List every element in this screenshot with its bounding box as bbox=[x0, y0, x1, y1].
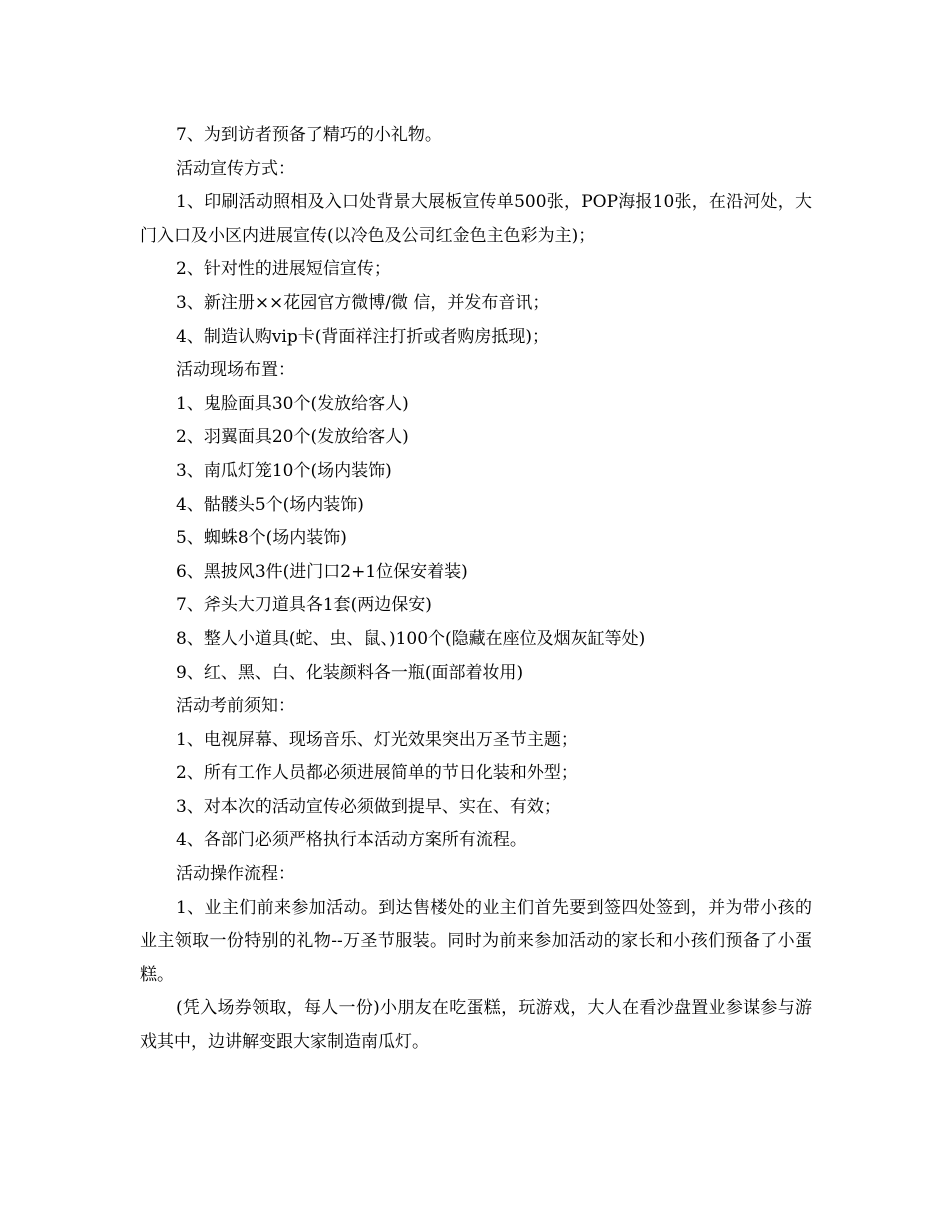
list-item-spiders: 5、蜘蛛8个(场内装饰) bbox=[176, 528, 347, 549]
paragraph-vip-card: 4、制造认购vip卡(背面祥注打折或者购房抵现)； bbox=[176, 326, 550, 347]
paragraph-print-materials: 1、印刷活动照相及入口处背景大展板宣传单500张，POP海报10张，在沿河处，大门入口及小区内进展宣传(以冷色及公司红金色主色彩为主)； bbox=[140, 192, 812, 246]
paragraph-cake-games: (凭入场券领取，每人一份)小朋友在吃蛋糕，玩游戏，大人在看沙盘置业参谋参与游戏其中，边讲解变跟大家制造南瓜灯。 bbox=[140, 998, 812, 1053]
heading-promotion-methods: 活动宣传方式： bbox=[176, 158, 295, 179]
heading-venue-setup: 活动现场布置： bbox=[176, 360, 295, 381]
paragraph-gift: 7、为到访者预备了精巧的小礼物。 bbox=[176, 125, 442, 145]
heading-operation-process: 活动操作流程： bbox=[176, 864, 295, 885]
list-item-prank-props: 8、整人小道具(蛇、虫、鼠、)100个(隐藏在座位及烟灰缸等处) bbox=[176, 628, 646, 649]
paragraph-arrival-signin: 1、业主们前来参加活动。到达售楼处的业主们首先要到签四处签到，并为带小孩的业主领取一份特别的礼物--万圣节服装。同时为前来参加活动的家长和小孩们预备了小蛋糕。 bbox=[140, 897, 812, 985]
list-item-wing-masks: 2、羽翼面具20个(发放给客人) bbox=[176, 427, 409, 448]
list-item-staff-makeup: 2、所有工作人员都必须进展简单的节日化装和外型； bbox=[176, 763, 578, 784]
list-item-ghost-masks: 1、鬼脸面具30个(发放给客人) bbox=[176, 393, 409, 414]
paragraph-weibo-wechat: 3、新注册××花园官方微博/微 信，并发布音讯； bbox=[176, 292, 550, 313]
heading-precautions: 活动考前须知： bbox=[176, 696, 295, 717]
list-item-skulls: 4、骷髅头5个(场内装饰) bbox=[176, 494, 364, 515]
list-item-screen-theme: 1、电视屏幕、现场音乐、灯光效果突出万圣节主题； bbox=[176, 729, 578, 750]
paragraph-sms-promotion: 2、针对性的进展短信宣传； bbox=[176, 259, 391, 280]
list-item-follow-process: 4、各部门必须严格执行本活动方案所有流程。 bbox=[176, 830, 527, 851]
list-item-black-capes: 6、黑披风3件(进门口2+1位保安着装) bbox=[176, 561, 468, 582]
list-item-pumpkin-lanterns: 3、南瓜灯笼10个(场内装饰) bbox=[176, 460, 392, 481]
list-item-promotion-timing: 3、对本次的活动宣传必须做到提早、实在、有效； bbox=[176, 796, 561, 817]
list-item-face-paint: 9、红、黑、白、化装颜料各一瓶(面部着妆用) bbox=[176, 662, 524, 683]
list-item-axe-props: 7、斧头大刀道具各1套(两边保安) bbox=[176, 595, 432, 616]
document-body bbox=[140, 119, 812, 1060]
